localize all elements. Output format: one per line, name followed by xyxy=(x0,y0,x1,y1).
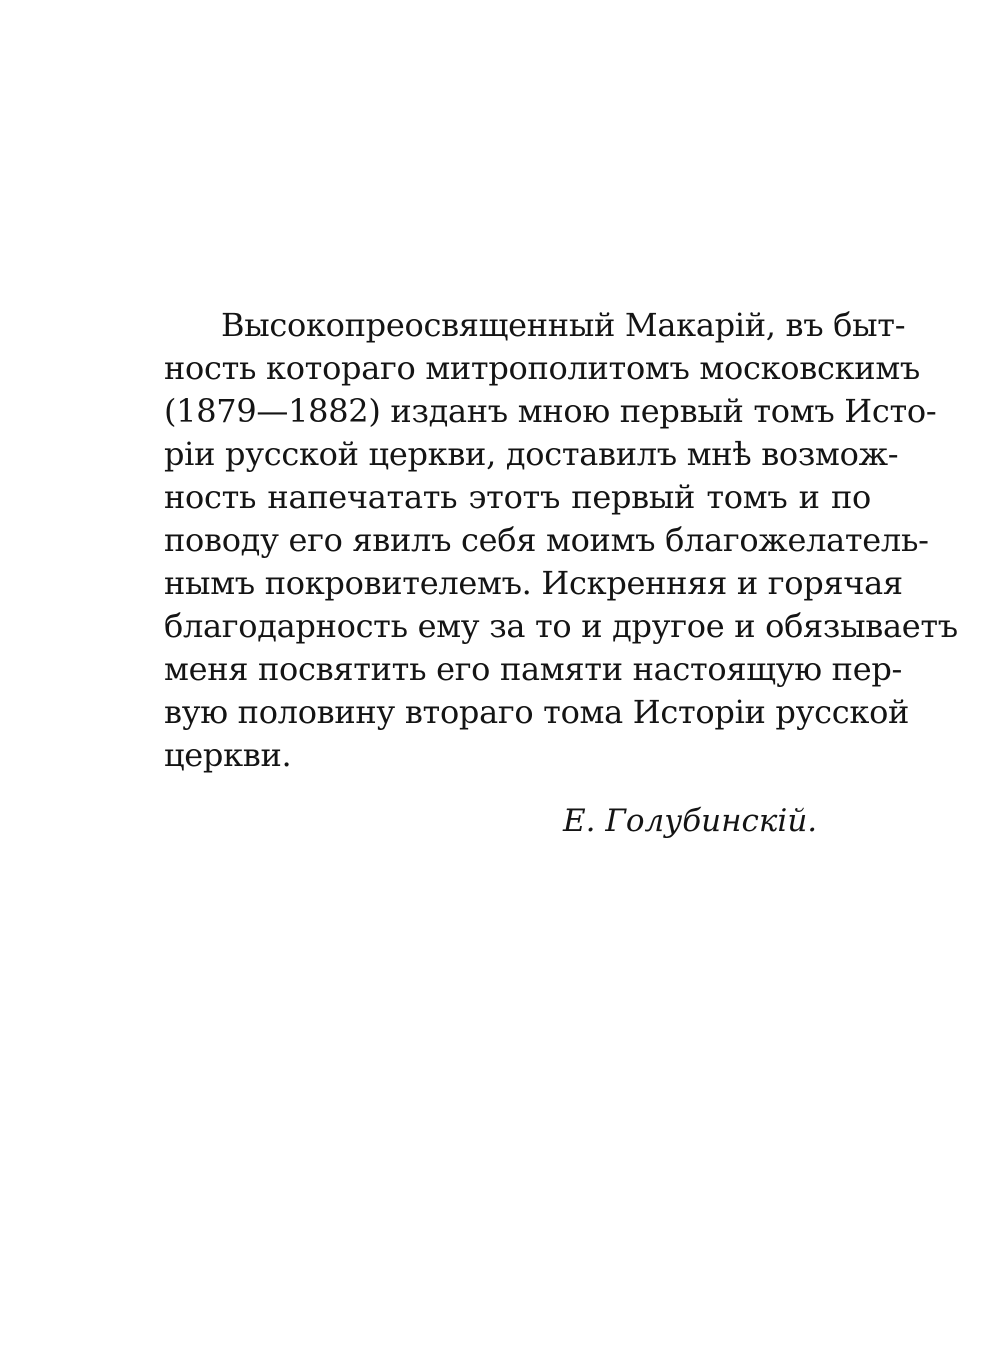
paragraph-line: благодарность ему за то и другое и обязываетъ xyxy=(164,607,958,645)
paragraph-line: нымъ покровителемъ. Искренняя и горячая xyxy=(164,564,903,602)
paragraph-line: (1879—1882) изданъ мною первый томъ Исто- xyxy=(164,392,937,430)
paragraph-line: вую половину втораго тома Исторіи русской xyxy=(164,693,910,731)
paragraph-line: поводу его явилъ себя моимъ благожелатель- xyxy=(164,521,929,559)
author-signature: Е. Голубинскій. xyxy=(563,803,818,839)
paragraph-line: ріи русской церкви, доставилъ мнѣ возмож- xyxy=(164,435,899,473)
dedication-paragraph xyxy=(164,304,958,777)
paragraph-line: Высокопреосвященный Макарій, въ быт- xyxy=(221,306,906,344)
paragraph-line: ность котораго митрополитомъ московскимъ xyxy=(164,349,920,387)
paragraph-line-last: церкви. xyxy=(164,736,292,774)
paragraph-line: ность напечатать этотъ первый томъ и по xyxy=(164,478,871,516)
paragraph-line: меня посвятить его памяти настоящую пер- xyxy=(164,650,903,688)
